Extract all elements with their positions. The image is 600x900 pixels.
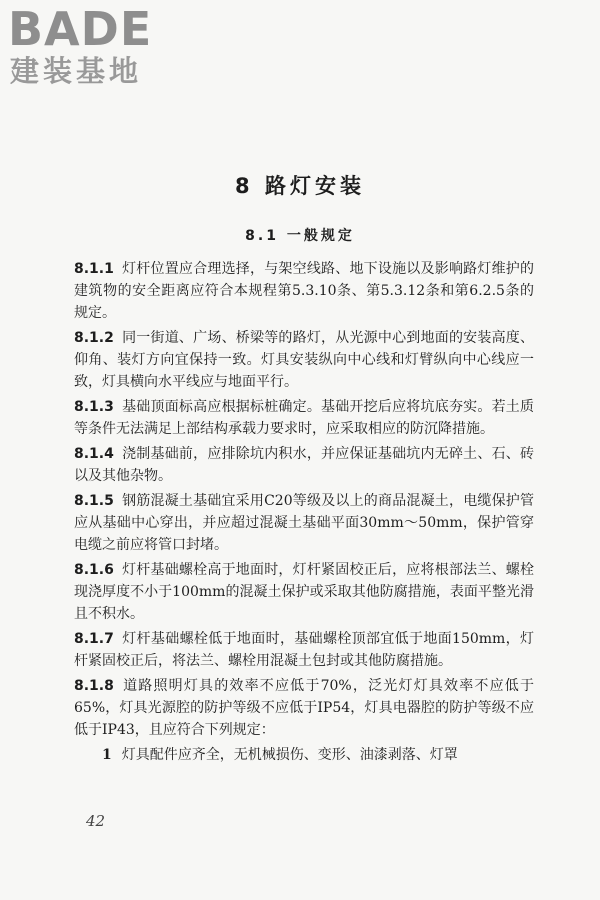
- clause-number: 8.1.1: [74, 261, 114, 277]
- chapter-title: 8 路灯安装: [235, 174, 365, 198]
- item-text: 灯具配件应齐全，无机械损伤、变形、油漆剥落、灯罩: [121, 747, 458, 763]
- clause-number: 8.1.8: [74, 678, 114, 694]
- list-item: [74, 744, 534, 766]
- clause-text: 同一街道、广场、桥梁等的路灯，从光源中心到地面的安装高度、仰角、装灯方向宜保持一致。灯具安装纵向中心线和灯臂纵向中心线应一致，灯具横向水平线应与地面平行。: [74, 330, 534, 390]
- clause-text: 灯杆基础螺栓高于地面时，灯杆紧固校正后，应将根部法兰、螺栓现浇厚度不小于100mm的混凝土保护或采取其他防腐措施，表面平整光滑且不积水。: [74, 562, 534, 622]
- clause-text: 浇制基础前，应排除坑内积水，并应保证基础坑内无碎土、石、砖以及其他杂物。: [74, 446, 534, 484]
- clause-8-1-5: [74, 490, 534, 556]
- clause-8-1-3: [74, 396, 534, 440]
- clause-number: 8.1.2: [74, 330, 114, 346]
- document-body: [74, 258, 534, 766]
- clause-text: 基础顶面标高应根据标桩确定。基础开挖后应将坑底夯实。若土质等条件无法满足上部结构承载力要求时，应采取相应的防沉降措施。: [74, 399, 534, 437]
- clause-number: 8.1.4: [74, 446, 114, 462]
- clause-text: 道路照明灯具的效率不应低于70%，泛光灯灯具效率不应低于65%，灯具光源腔的防护等级不应低于IP54，灯具电器腔的防护等级不应低于IP43，且应符合下列规定：: [74, 678, 534, 738]
- clause-8-1-4: [74, 443, 534, 487]
- logo-wordmark: BADE: [8, 2, 153, 56]
- clause-text: 灯杆位置应合理选择，与架空线路、地下设施以及影响路灯维护的建筑物的安全距离应符合本规程第5.3.10条、第5.3.12条和第6.2.5条的规定。: [74, 261, 534, 321]
- clause-number: 8.1.3: [74, 399, 114, 415]
- clause-8-1-8: [74, 675, 534, 741]
- item-number: 1: [102, 747, 112, 763]
- page-number: 42: [86, 812, 106, 830]
- bade-logo: [8, 4, 178, 90]
- clause-text: 灯杆基础螺栓低于地面时，基础螺栓顶部宜低于地面150mm，灯杆紧固校正后，将法兰、螺栓用混凝土包封或其他防腐措施。: [74, 631, 534, 669]
- clause-8-1-2: [74, 327, 534, 393]
- section-title: 8.1 一般规定: [245, 228, 355, 244]
- clause-text: 钢筋混凝土基础宜采用C20等级及以上的商品混凝土，电缆保护管应从基础中心穿出，并应超过混凝土基础平面30mm～50mm，保护管穿电缆之前应将管口封堵。: [74, 493, 534, 553]
- clause-number: 8.1.5: [74, 493, 114, 509]
- clause-8-1-1: [74, 258, 534, 324]
- clause-number: 8.1.7: [74, 631, 114, 647]
- clause-number: 8.1.6: [74, 562, 114, 578]
- logo-subtitle: 建装基地: [10, 54, 143, 88]
- clause-8-1-7: [74, 628, 534, 672]
- clause-8-1-6: [74, 559, 534, 625]
